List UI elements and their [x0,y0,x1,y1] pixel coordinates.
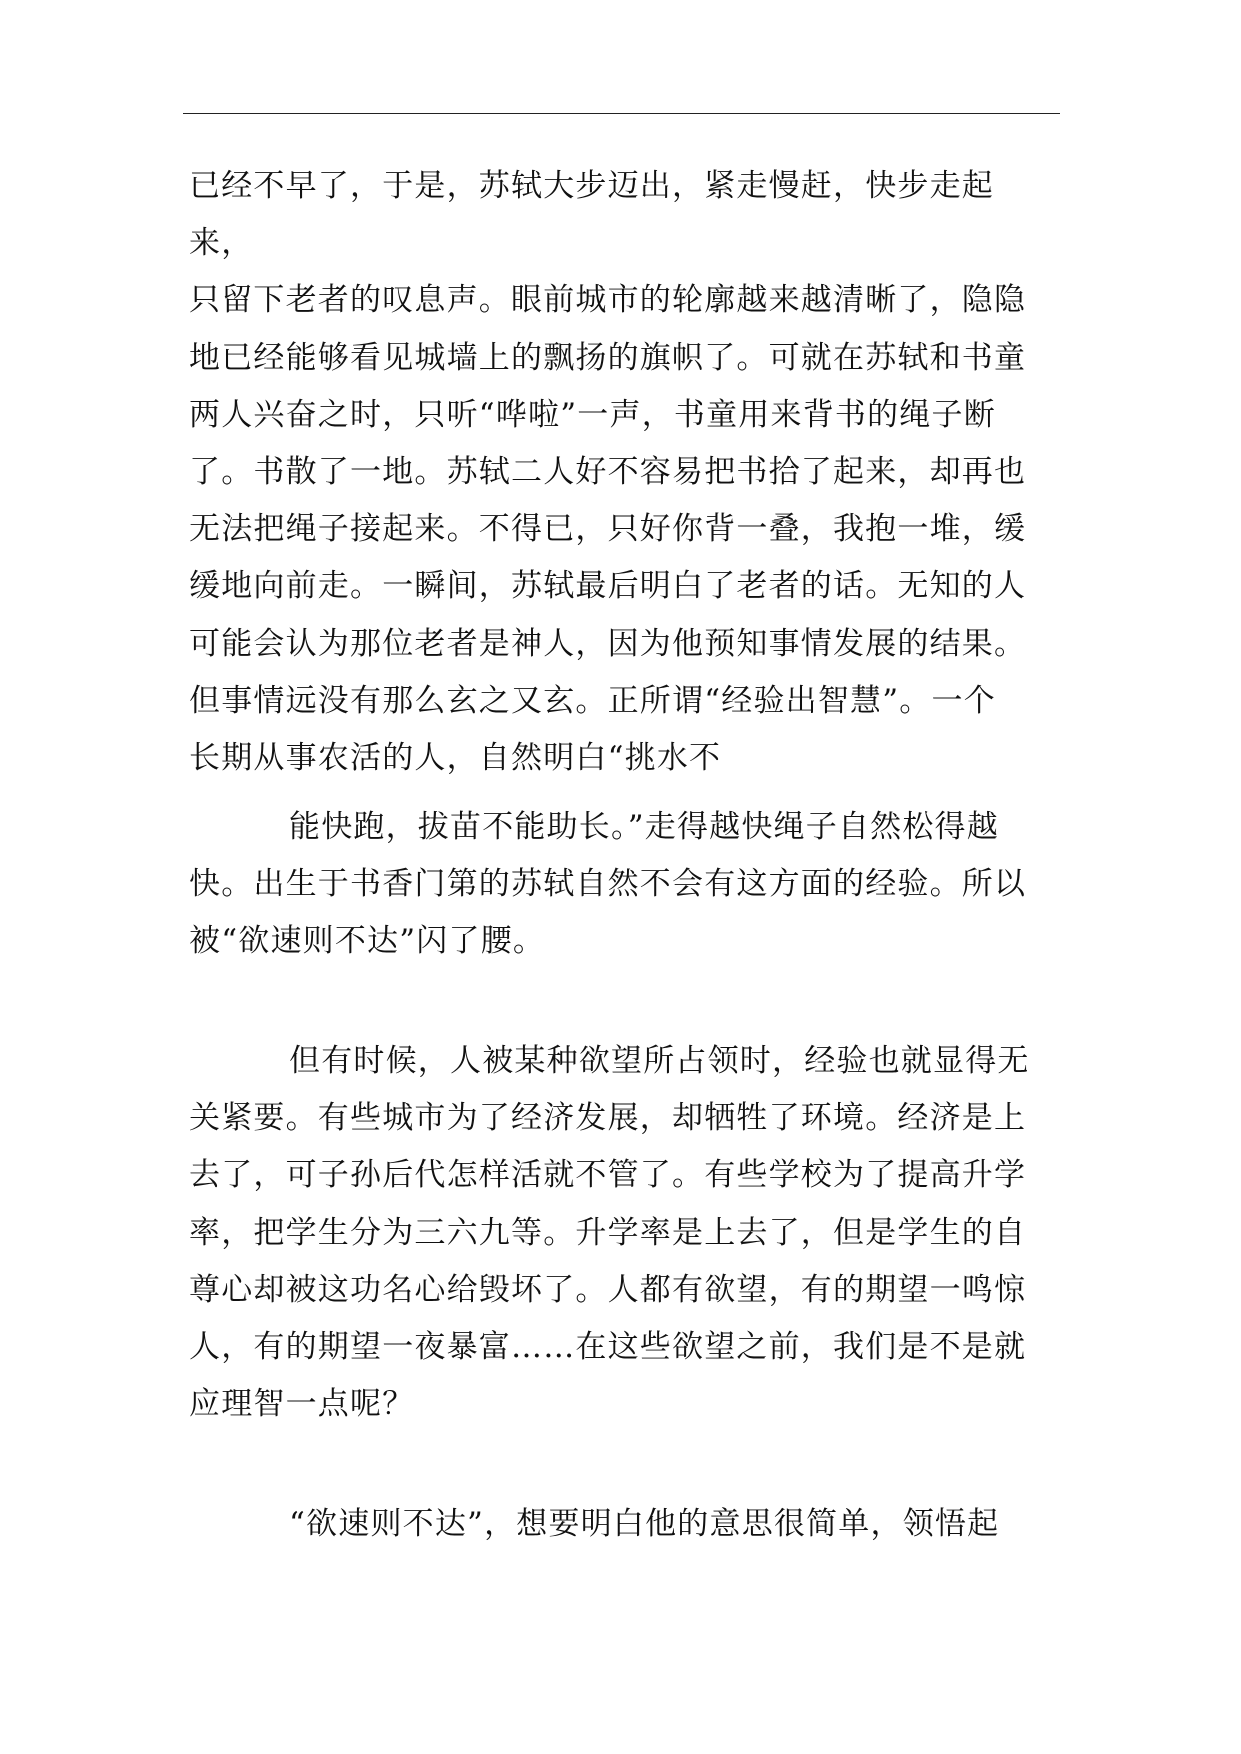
header-rule [183,113,1060,114]
paragraph-3: 但有时候，人被某种欲望所占领时，经验也就显得无 关紧要。有些城市为了经济发展，却牺牲了环境。经济是上 去了，可子孙后代怎样活就不管了。有些学校为了提高升学 率，把学生分为三六九等。升学率是上去了，但是学生的自 尊心却被这功名心给毁坏了。人都有欲望，有的期望一鸣惊 人，有的期望一夜暴富……在这些欲望之前，我们是不是就 应理智一点呢？ [189,1043,1030,1423]
paragraph-1: 已经不早了，于是，苏轼大步迈出，紧走慢赶，快步走起来， 只留下老者的叹息声。眼前城市的轮廓越来越清晰了，隐隐 地已经能够看见城墙上的飘扬的旗帜了。可就在苏轼和书童 两人兴奋之时，只听“哗啦”一声，书童用来背书的绳子断 了。书散了一地。苏轼二人好不容易把书拾了起来，却再也 无法把绳子接起来。不得已，只好你背一叠，我抱一堆，缓 缓地向前走。一瞬间，苏轼最后明白了老者的话。无知的人 可能会认为那位老者是神人，因为他预知事情发展的结果。 但事情远没有那么玄之又玄。正所谓“经验出智慧”。一个 长期从事农活的人，自然明白“挑水不 [189,168,1027,777]
paragraph-2: 能快跑，拔苗不能助长。”走得越快绳子自然松得越 快。出生于书香门第的苏轼自然不会有这方面的经验。所以 被“欲速则不达”闪了腰。 [189,809,1027,960]
paragraph-4: “欲速则不达”，想要明白他的意思很简单，领悟起 [289,1506,1000,1542]
